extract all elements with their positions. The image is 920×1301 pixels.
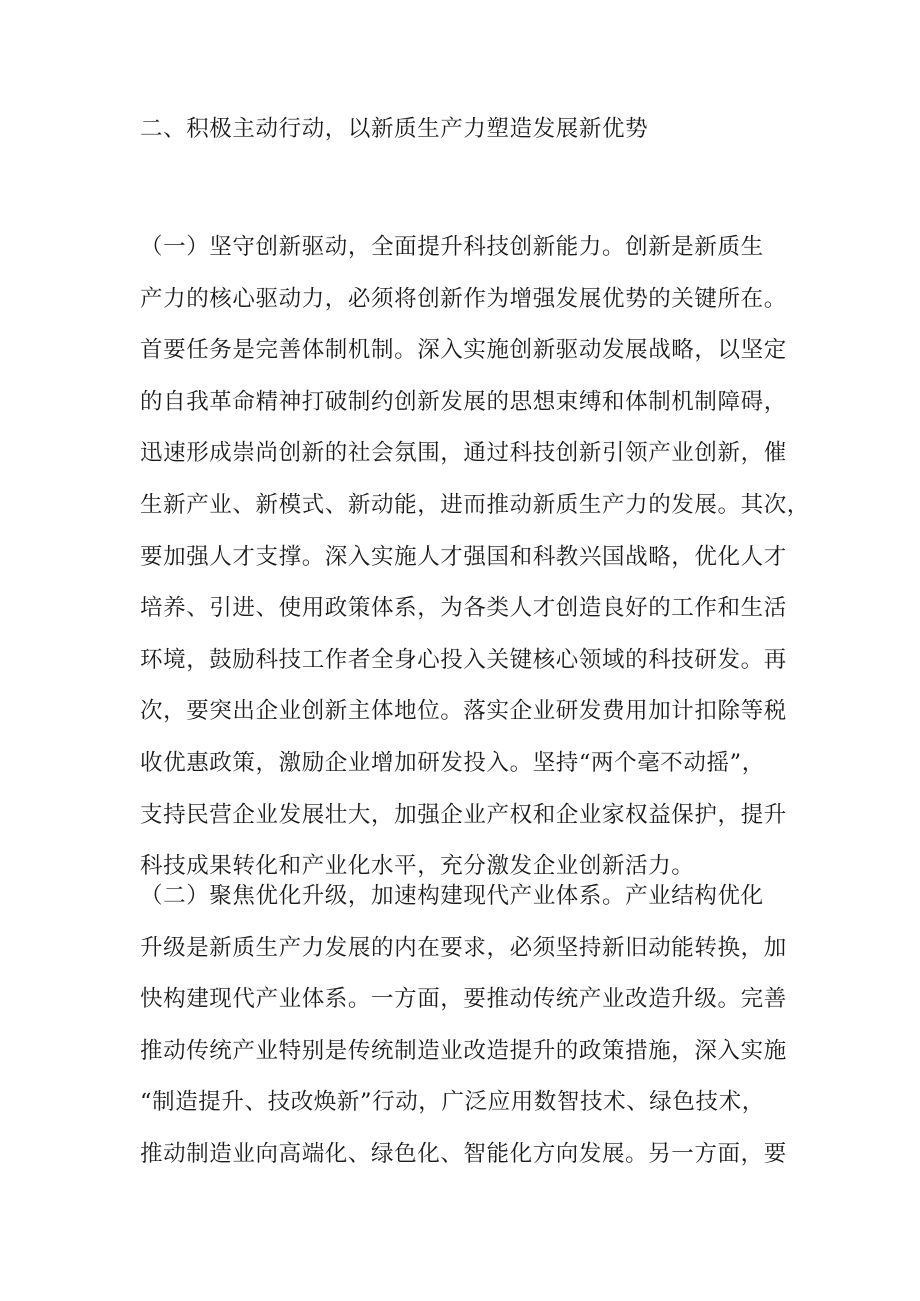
- paragraph-line: 快构建现代产业体系。一方面，要推动传统产业改造升级。完善: [140, 986, 787, 1013]
- paragraph-line: 要加强人才支撑。深入实施人才强国和科教兴国战略，优化人才: [140, 543, 787, 570]
- paragraph-line: 支持民营企业发展壮大，加强企业产权和企业家权益保护，提升: [140, 801, 787, 828]
- paragraph-industry: [140, 871, 787, 1181]
- paragraph-line: 首要任务是完善体制机制。深入实施创新驱动发展战略，以坚定: [140, 337, 787, 364]
- paragraph-line: 迅速形成崇尚创新的社会氛围，通过科技创新引领产业创新，催: [140, 440, 787, 467]
- paragraph-innovation: [140, 222, 810, 893]
- paragraph-line: 环境，鼓励科技工作者全身心投入关键核心领域的科技研发。再: [140, 646, 787, 673]
- paragraph-line: 收优惠政策，激励企业增加研发投入。坚持“两个毫不动摇”，: [140, 749, 765, 776]
- paragraph-line: 产力的核心驱动力，必须将创新作为增强发展优势的关键所在。: [140, 285, 787, 312]
- paragraph-line: 推动制造业向高端化、绿色化、智能化方向发展。另一方面，要: [140, 1140, 787, 1167]
- paragraph-line: 升级是新质生产力发展的内在要求，必须坚持新旧动能转换，加: [140, 934, 787, 961]
- paragraph-line: 推动传统产业特别是传统制造业改造提升的政策措施，深入实施: [140, 1037, 787, 1064]
- paragraph-line: 科技成果转化和产业化水平，充分激发企业创新活力。: [140, 853, 695, 880]
- paragraph-line: “制造提升、技改焕新”行动，广泛应用数智技术、绿色技术，: [140, 1089, 765, 1116]
- paragraph-line: 的自我革命精神打破制约创新发展的思想束缚和体制机制障碍，: [140, 388, 787, 415]
- paragraph-line: 次，要突出企业创新主体地位。落实企业研发费用加计扣除等税: [140, 698, 787, 725]
- paragraph-line: 生新产业、新模式、新动能，进而推动新质生产力的发展。其次，: [140, 491, 810, 518]
- paragraph-line: （二）聚焦优化升级，加速构建现代产业体系。产业结构优化: [140, 883, 764, 909]
- section-heading: 二、积极主动行动，以新质生产力塑造发展新优势: [140, 116, 649, 142]
- paragraph-line: 培养、引进、使用政策体系，为各类人才创造良好的工作和生活: [140, 595, 787, 622]
- paragraph-line: （一）坚守创新驱动，全面提升科技创新能力。创新是新质生: [140, 234, 764, 260]
